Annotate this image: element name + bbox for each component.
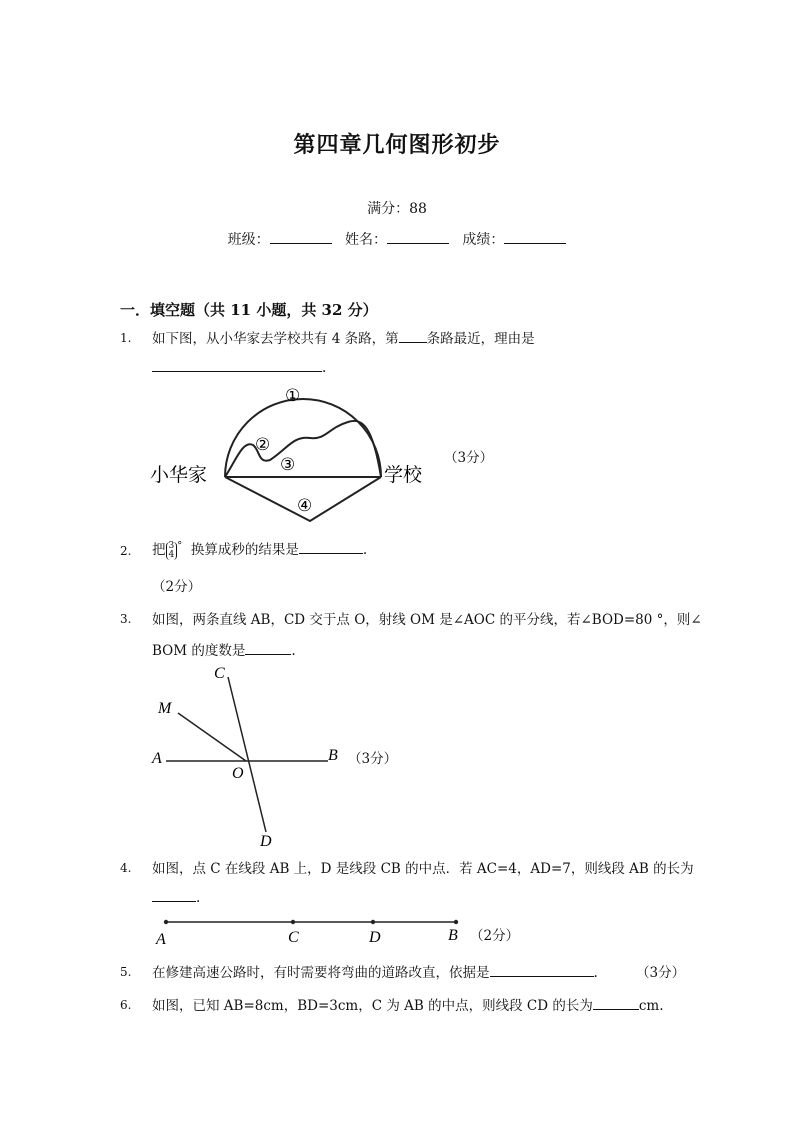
route-label-1: ① <box>285 386 301 406</box>
label-c: C <box>214 665 225 682</box>
question-number: 3. <box>120 612 132 626</box>
route-2-curve <box>225 421 381 477</box>
question-1-points: （3分） <box>444 450 494 466</box>
point-d <box>371 920 375 924</box>
grade-blank[interactable] <box>504 229 566 244</box>
answer-blank[interactable] <box>245 640 291 655</box>
school-label: 学校 <box>384 464 423 486</box>
question-5-points: （3分） <box>636 965 686 981</box>
question-2-text: 把 3 4° 换算成秒的结果是 . <box>152 540 368 560</box>
question-5-text: 在修建高速公路时，有时需要将弯曲的道路改直，依据是 . <box>152 961 598 981</box>
label-b: B <box>448 927 458 944</box>
label-c: C <box>288 929 299 946</box>
question-3-text: 如图，两条直线 AB，CD 交于点 O，射线 OM 是∠AOC 的平分线，若∠BOD=80 °，则∠ <box>152 612 702 628</box>
section-title: 一．填空题（共 11 小题，共 32 分） <box>120 301 378 319</box>
question-number: 5. <box>120 965 132 979</box>
name-blank[interactable] <box>387 229 449 244</box>
route-label-2: ② <box>255 435 271 455</box>
student-info-line <box>0 229 794 249</box>
line-cd <box>228 677 266 832</box>
answer-blank[interactable] <box>593 995 639 1010</box>
name-label: 姓名： <box>345 232 387 248</box>
class-label: 班级： <box>227 232 270 248</box>
intersecting-lines-figure <box>148 660 348 850</box>
answer-blank[interactable] <box>490 962 594 977</box>
label-a: A <box>152 750 162 767</box>
question-4-text: 如图，点 C 在线段 AB 上，D 是线段 CB 的中点．若 AC=4，AD=7，则线段 AB 的长为 <box>152 861 694 877</box>
home-label: 小华家 <box>150 464 208 486</box>
ray-om <box>178 713 246 761</box>
question-4-answer-line: . <box>152 887 200 906</box>
label-d: D <box>369 929 381 946</box>
label-b: B <box>328 747 338 764</box>
point-a <box>164 920 168 924</box>
route-figure <box>148 380 438 530</box>
route-label-4: ④ <box>297 496 313 516</box>
question-4-points: （2分） <box>470 928 520 944</box>
label-m: M <box>158 700 172 717</box>
question-number: 2. <box>120 544 132 558</box>
grade-label: 成绩： <box>462 232 505 248</box>
answer-blank[interactable] <box>152 357 322 372</box>
label-d: D <box>260 833 272 850</box>
point-b <box>454 920 458 924</box>
full-score: 满分：88 <box>367 201 427 217</box>
point-c <box>291 920 295 924</box>
label-a: A <box>156 931 166 948</box>
segment-figure <box>150 912 470 950</box>
question-2-points: （2分） <box>152 579 202 595</box>
question-3-text-cont: BOM 的度数是 . <box>152 639 296 659</box>
answer-blank[interactable] <box>152 887 196 902</box>
class-blank[interactable] <box>270 229 332 244</box>
fraction-three-quarters: 3 4 <box>166 542 178 560</box>
question-6-text: 如图，已知 AB=8cm，BD=3cm，C 为 AB 的中点，则线段 CD 的长为 cm. <box>152 994 664 1014</box>
question-number: 1. <box>120 331 132 345</box>
label-o: O <box>232 765 244 782</box>
question-number: 4. <box>120 861 132 875</box>
question-number: 6. <box>120 998 132 1012</box>
question-3-points: （3分） <box>348 751 398 767</box>
page-title: 第四章几何图形初步 <box>293 132 501 158</box>
question-1-text: 如下图，从小华家去学校共有 4 条路，第 条路最近，理由是 <box>152 327 535 347</box>
route-label-3: ③ <box>280 455 296 475</box>
answer-blank[interactable] <box>399 328 427 343</box>
answer-blank[interactable] <box>299 539 363 554</box>
question-1-reason-line: . <box>152 357 326 376</box>
